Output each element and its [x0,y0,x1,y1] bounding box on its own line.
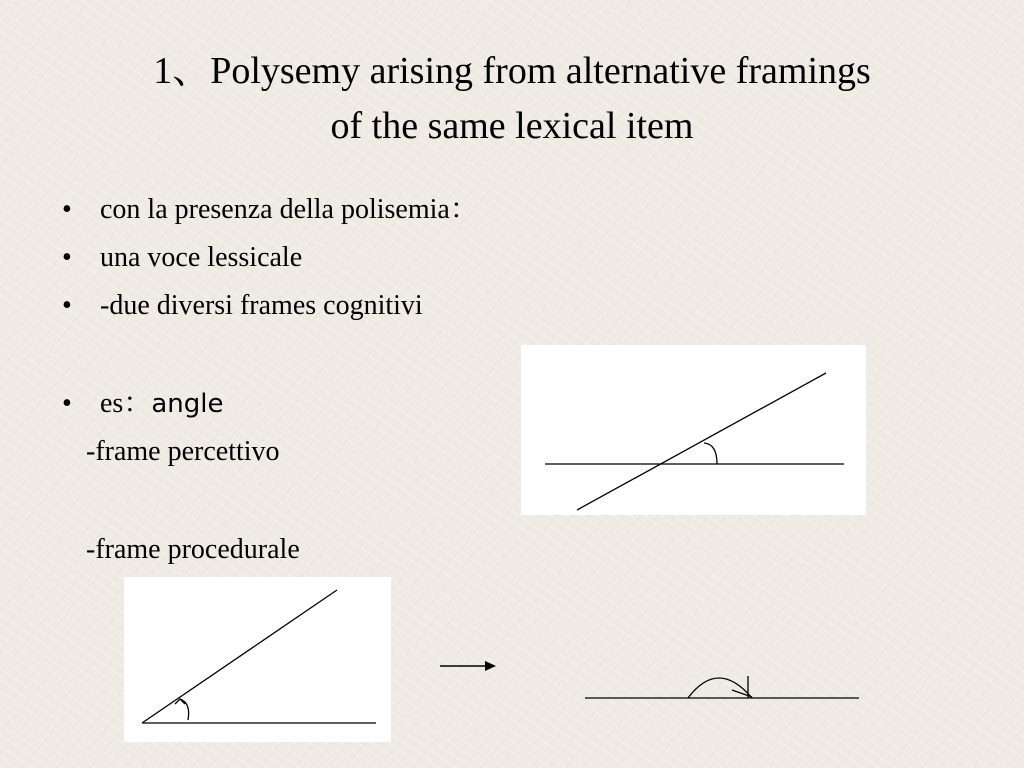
bullet-list [62,186,478,428]
transformation-arrow [436,656,500,676]
slide-title-line-2: of the same lexical item [330,105,694,147]
diagonal-line [577,373,826,510]
bullet-item-lexical-item [62,234,478,282]
crossing-lines-figure [521,345,866,515]
perceptual-angle-diagram [521,345,866,515]
example-prefix: es： [100,388,152,419]
bullet-item-example [62,380,478,428]
rotating-line [142,590,337,723]
bullet-item-polysemy [62,186,478,234]
frame-perceptual-label: -frame percettivo [86,436,280,467]
rotating-line-figure [124,577,391,742]
procedural-angle-diagram [124,577,391,742]
bullet-item-cognitive-frames [62,282,478,330]
slide-title-line-1: 1、Polysemy arising from alternative framings [153,50,871,92]
bullet-text: con la presenza della polisemia： [100,194,478,225]
bullet-text: -due diversi frames cognitivi [100,290,423,321]
bullet-text: una voce lessicale [100,242,303,273]
bump-arc [688,678,752,698]
frame-procedural-label: -frame procedurale [86,534,300,565]
diagonal-tick [732,690,752,697]
slide-title [40,44,984,154]
angle-arc [704,443,717,464]
rotation-arc [180,699,189,720]
arc-on-line-diagram [582,664,862,706]
right-arrow-icon [436,656,500,676]
arc-on-line-figure [582,664,862,706]
example-term: angle [151,389,224,419]
